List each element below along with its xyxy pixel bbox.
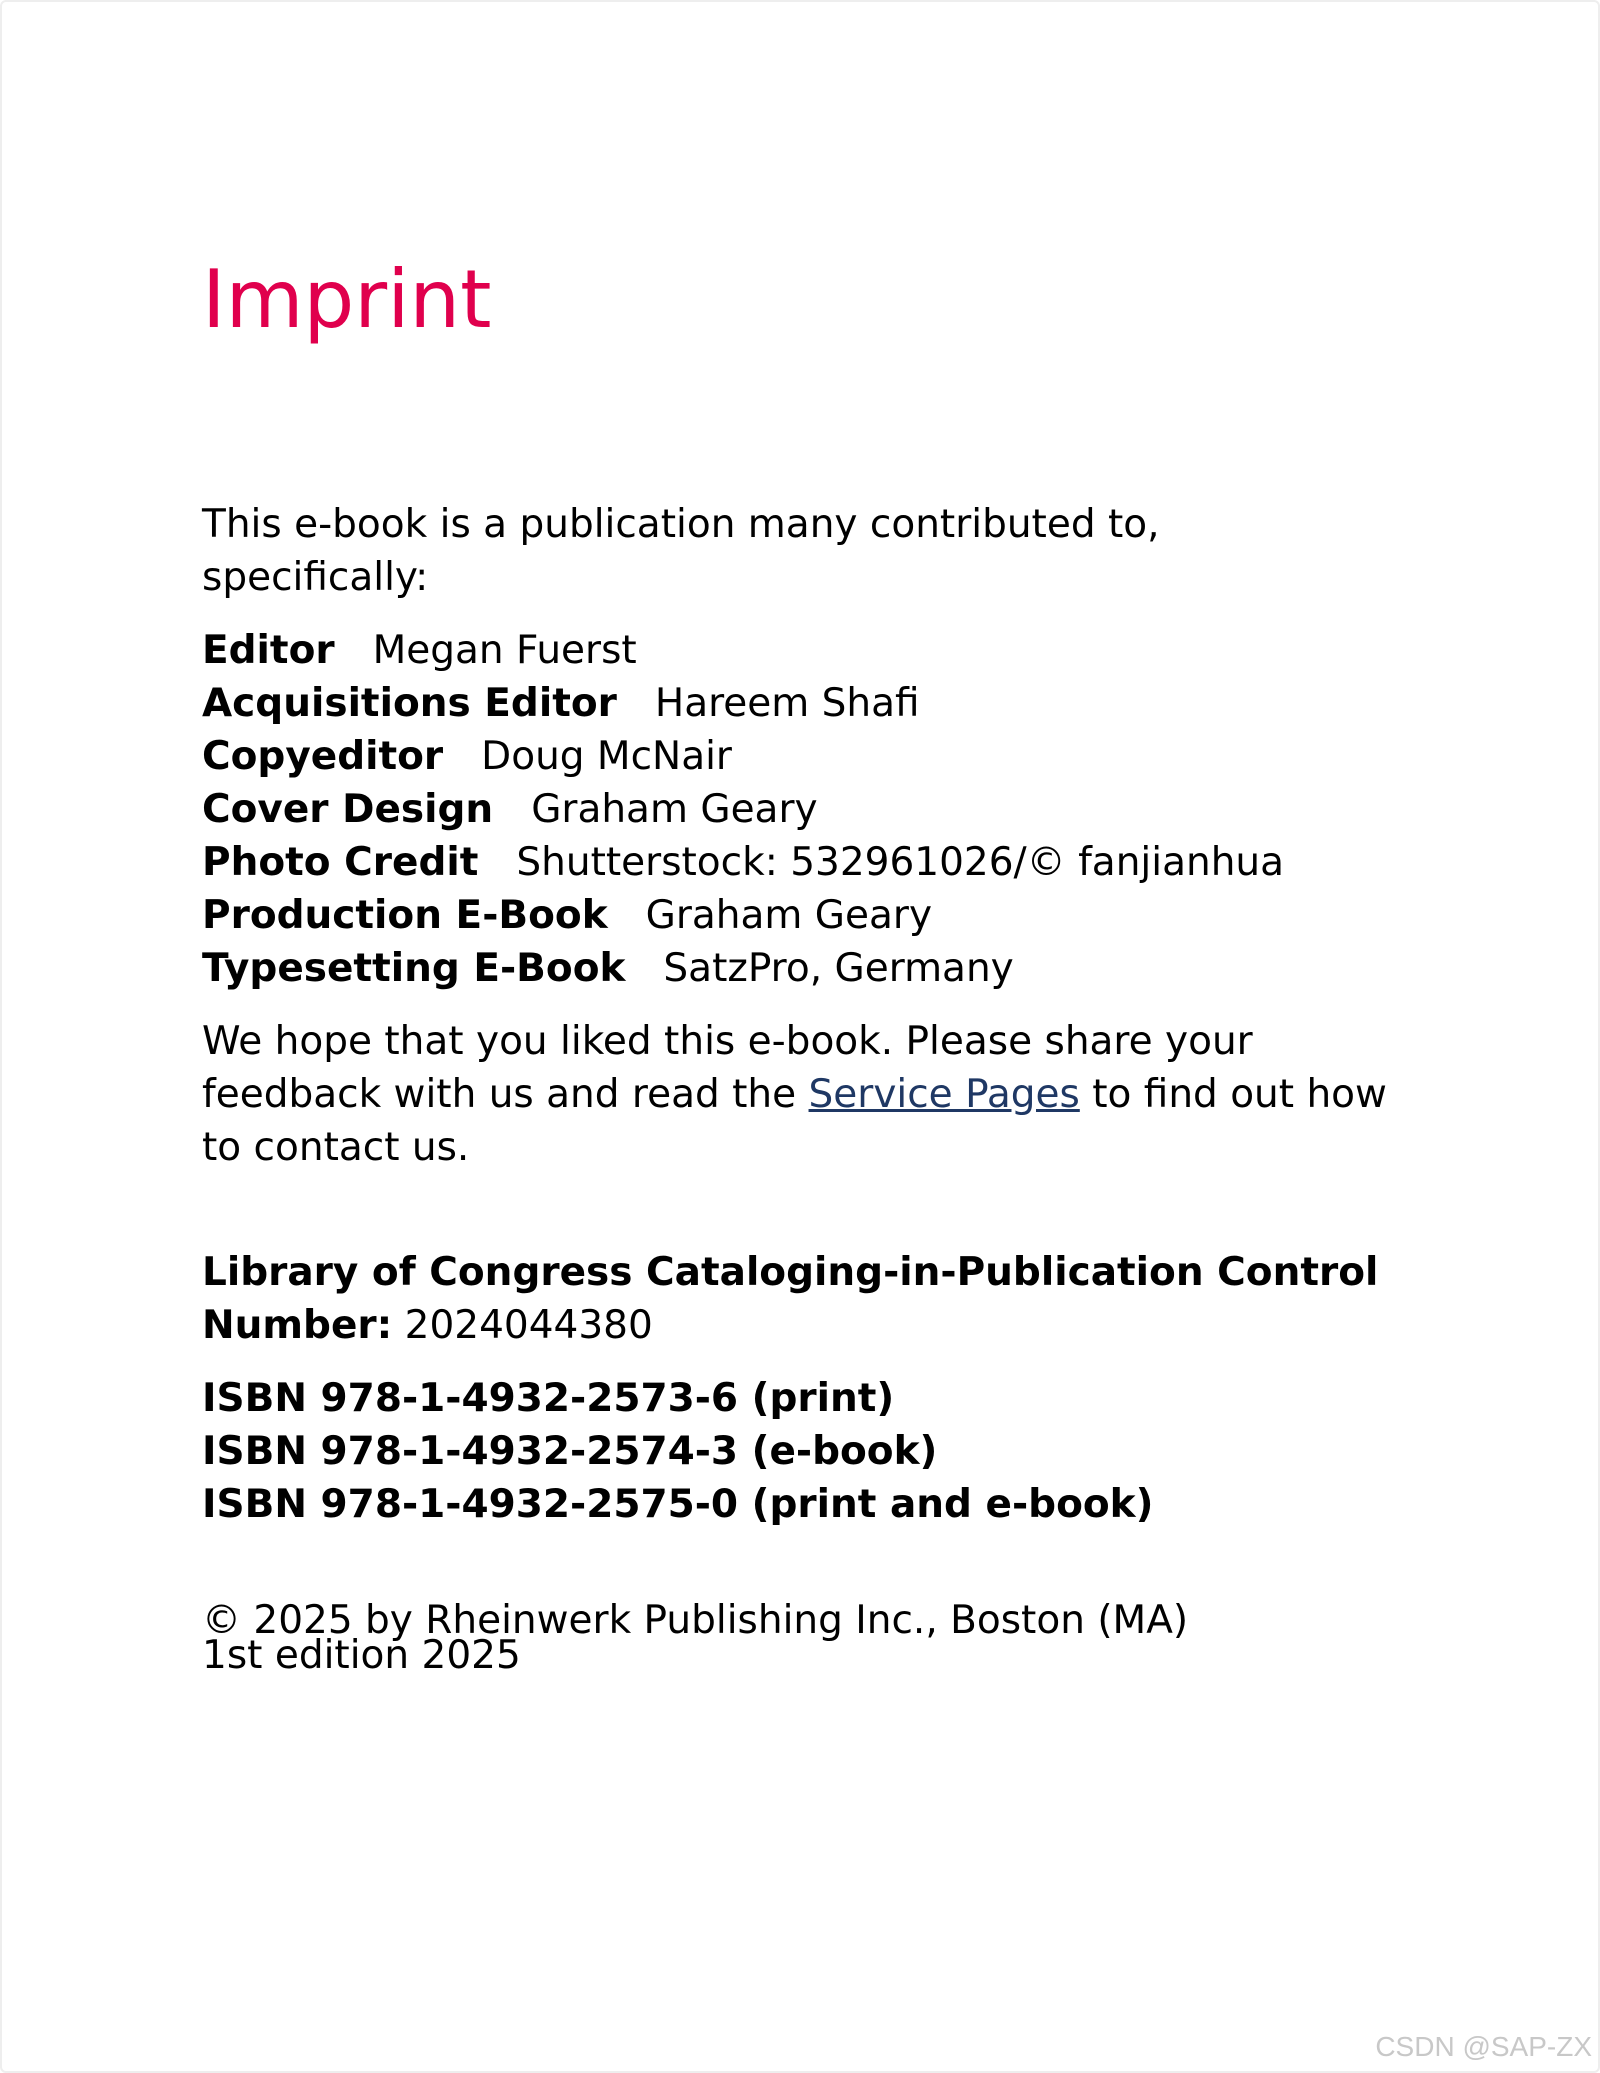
page-title: Imprint: [202, 253, 492, 346]
credit-row-acquisitions-editor: [202, 677, 1422, 730]
service-pages-link[interactable]: Service Pages: [808, 1072, 1080, 1117]
credit-row-copyeditor: [202, 730, 1422, 783]
credit-role: Typesetting E-Book: [202, 946, 626, 991]
credit-name: SatzPro, Germany: [663, 946, 1014, 991]
credit-name: Megan Fuerst: [372, 628, 637, 673]
copyright-block: [202, 1598, 1422, 1678]
feedback-text-before: We hope that you liked this e-book. Please share your feedback with us and read the: [202, 1019, 1253, 1117]
credit-role: Copyeditor: [202, 734, 444, 779]
isbn-print-and-ebook: ISBN 978-1-4932-2575-0 (print and e-book): [202, 1482, 1154, 1527]
feedback-paragraph: [202, 1015, 1412, 1174]
credits-list: [202, 624, 1422, 995]
credit-role: Editor: [202, 628, 335, 673]
credit-role: Photo Credit: [202, 840, 479, 885]
watermark-text: CSDN @SAP-ZX: [1375, 2031, 1592, 2062]
imprint-content: [202, 252, 1422, 1678]
copyright-text: © 2025 by Rheinwerk Publishing Inc., Boston (MA): [202, 1598, 1189, 1643]
loc-label: Library of Congress Cataloging-in-Publication Control Number:: [202, 1250, 1379, 1348]
feedback-text-after: to find out how to contact us.: [202, 1072, 1387, 1170]
edition-text: 1st edition 2025: [202, 1633, 521, 1678]
isbn-list: [202, 1372, 1422, 1531]
isbn-print: ISBN 978-1-4932-2573-6 (print): [202, 1376, 895, 1421]
credit-name: Shutterstock: 532961026/© fanjianhua: [516, 840, 1285, 885]
credit-name: Hareem Shafi: [654, 681, 920, 726]
credit-row-production-ebook: [202, 889, 1422, 942]
credit-name: Doug McNair: [481, 734, 732, 779]
credit-row-cover-design: [202, 783, 1422, 836]
credit-row-photo-credit: [202, 836, 1422, 889]
credit-name: Graham Geary: [531, 787, 818, 832]
credit-role: Acquisitions Editor: [202, 681, 617, 726]
isbn-ebook: ISBN 978-1-4932-2574-3 (e-book): [202, 1429, 938, 1474]
credit-row-editor: [202, 624, 1422, 677]
credit-row-typesetting-ebook: [202, 942, 1422, 995]
credit-name: Graham Geary: [645, 893, 933, 938]
loc-number: 2024044380: [404, 1303, 653, 1348]
credit-role: Production E-Book: [202, 893, 608, 938]
intro-text: This e-book is a publication many contributed to, specifically:: [202, 502, 1160, 600]
credit-role: Cover Design: [202, 787, 494, 832]
loc-control-number: [202, 1246, 1422, 1352]
